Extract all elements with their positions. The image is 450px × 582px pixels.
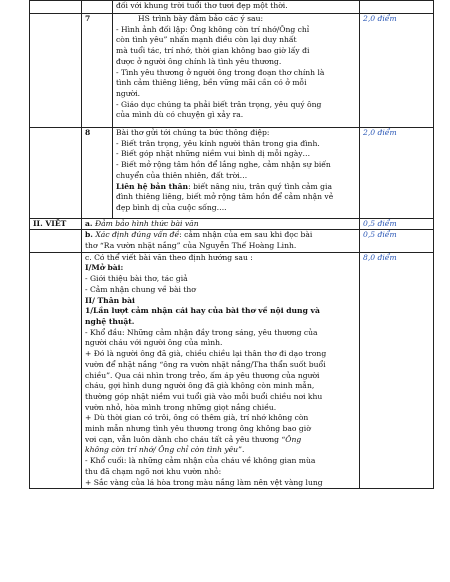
table-row-q7 — [30, 14, 434, 128]
continuation-text: đối với khung trời tuổi thơ tươi đẹp một thời. — [116, 1, 288, 10]
heading-mo-bai: I/Mở bài: — [85, 263, 124, 273]
q8-answer: Bài thơ gửi tới chúng ta bức thông điệp: - Biết trân trọng, yêu kính người thân trong gia đình. - Biết góp nhặt những niềm vui bình dị mỗi ngày… - Biết mở rộng tâm hồn để lắng nghe, cảm nhận sự biến chuyển của thiên nhiên, đất trời… Liên hệ bản thân: biết nâng niu, trân quý tình cảm gia đình thiêng liêng, biết mở rộng tâm hồn để cảm nhận vẻ đẹp bình dị của cuộc sống…. — [113, 128, 360, 219]
table-row-2a: II. VIẾT a. Đảm bảo hình thức bài văn 0,5 điểm — [30, 218, 434, 230]
essay-outline: c. Có thể viết bài văn theo định hướng sau : I/Mở bài: - Giới thiệu bài thơ, tác giả - Cảm nhận chung về bài thơ II/ Thân bài 1/Lần lượt cảm nhận cái hay của bài thơ về nội dung và nghệ thuật. - Khổ đầu: Những cảm nhận đầy trong sáng, yêu thương của người cháu với người ông của mình. + Đó là người ông đã già, chiều chiều lại thân thơ đi dạo trong vườn để nhặt nắng “ông ra vườn nhặt nắng/Tha thẩn suốt buổi chiều”. Qua cái nhìn trong trẻo, ấm áp yêu thương của người cháu, gợi hình dung người ông đã già không còn minh mẫn, thường góp nhặt niềm vui tuổi già vào mỗi buổi chiều nơi khu vườn nhỏ, hòa mình trong những giọt nắng chiều. + Dù thời gian có trôi, ông có thêm già, trí nhớ không còn minh mẫn nhưng tình yêu thương trong ông không bao giờ vơi cạn, vẫn luôn dành cho cháu tất cả yêu thương “Ông không còn trí nhớ/ Ông chỉ còn tình yêu”. - Khổ cuối: là những cảm nhận của cháu về không gian mùa thu đã chạm ngõ nơi khu vườn nhỏ: + Sắc vàng của lá hòa trong màu nắng làm nên vệt vàng lung — [82, 252, 360, 488]
table-row — [30, 1, 434, 14]
score-2a: 0,5 điểm — [360, 218, 434, 230]
section-label: II. VIẾT — [30, 218, 82, 230]
score-q8: 2,0 điểm — [360, 128, 434, 219]
score-q7: 2,0 điểm — [360, 14, 434, 128]
score-2c: 8,0 điểm — [360, 252, 434, 488]
score-2b: 0,5 điểm — [360, 230, 434, 252]
table-row-2c — [30, 252, 434, 488]
table-row-q8 — [30, 128, 434, 219]
link-label: Liên hệ bản thân — [116, 181, 189, 191]
answer-key-table — [29, 0, 434, 489]
question-number: 8 — [82, 128, 113, 219]
heading-than-bai: II/ Thân bài — [85, 295, 135, 305]
question-number: 7 — [82, 14, 113, 128]
q7-answer: HS trình bày đảm bảo các ý sau: - Hình ảnh đối lập: Ông không còn trí nhớ/Ông chỉ còn tình yêu” nhấn mạnh điều còn lại duy nhất mà tuổi tác, trí nhớ, thời gian không bao giờ lấy đi được ở người ông chính là tình yêu thương. - Tình yêu thương ở người ông trong đoạn thơ chính là tình cảm thiêng liêng, bền vững mãi cần có ở mỗi người. - Giáo dục chúng ta phải biết trân trọng, yêu quý ông của mình dù có chuyện gì xảy ra. — [113, 14, 360, 128]
table-row-2b: b. Xác định đúng vấn đề: cảm nhận của em sau khi đọc bài thơ “Ra vườn nhặt nắng” của Nguyễn Thế Hoàng Linh. 0,5 điểm — [30, 230, 434, 252]
